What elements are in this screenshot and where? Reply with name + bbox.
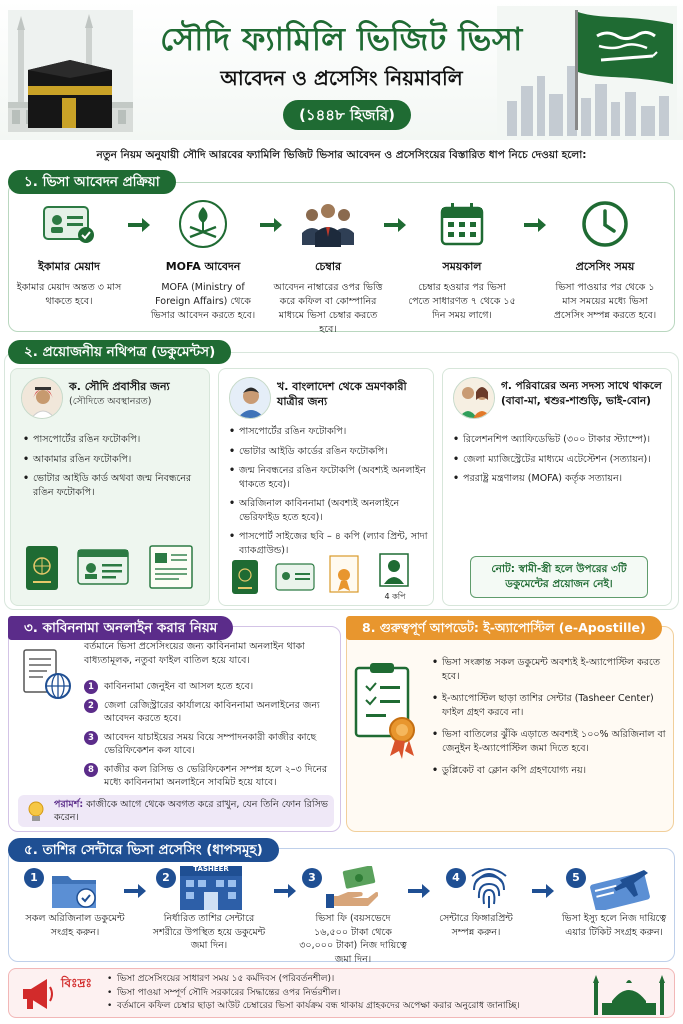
id-card-icon <box>275 563 315 591</box>
section3-title: ৩. কাবিননামা অনলাইন করার নিয়ম <box>8 616 233 640</box>
step-mofa-application <box>148 196 258 323</box>
cash-hand-icon <box>326 866 378 908</box>
card-title: ক. সৌদি প্রবাসীর জন্য <box>69 380 170 393</box>
business-people-icon <box>300 196 356 252</box>
step-processing-time <box>550 196 660 323</box>
megaphone-icon <box>19 977 55 1011</box>
step-number: 2 <box>84 699 98 713</box>
folder-check-icon <box>50 870 100 910</box>
arrow-right-icon <box>274 884 296 898</box>
step-number: 4 <box>446 868 466 888</box>
passport-icon <box>25 545 59 591</box>
list-item <box>84 763 334 790</box>
list-item: • অরিজিনাল কাবিননামা (অবশ্যই অনলাইনে ভেরিফাইড হতে হবে)। <box>227 497 431 524</box>
step-text: আবেদন যাচাইয়ের সময় বিয়ে সম্পাদনকারী কাজীর কাছে ভেরিফিকেশন কল যাবে। <box>104 731 317 756</box>
list-item: • পাসপোর্টের রঙিন ফটোকপি। <box>227 425 431 439</box>
step-duration <box>407 196 517 323</box>
note-box: নোট: স্বামী-স্ত্রী হলে উপরের ৩টি ডকুমেন্টের প্রয়োজন নেই। <box>470 556 648 598</box>
step-title: ইকামার মেয়াদ <box>38 260 100 273</box>
arrow-right-icon <box>384 218 406 232</box>
list-item: • ভিসা পাওয়া সম্পূর্ণ সৌদি সরকারের সিদ্ধান্তের ওপর নির্ভরশীল। <box>107 987 520 1001</box>
step-number: 2 <box>156 868 176 888</box>
document-globe-icon <box>20 648 74 702</box>
doc-list <box>227 425 431 563</box>
list-item: • জেলা ম্যাজিস্ট্রেটের মাধ্যমে এটেস্টেশন (সত্যায়ন)। <box>451 453 667 467</box>
notice-list <box>107 973 520 1014</box>
arrow-right-icon <box>124 884 146 898</box>
section5-title: ৫. তাশির সেন্টারে ভিসা প্রসেসিং (ধাপসমূহ) <box>8 838 279 862</box>
certified-document-icon <box>352 660 424 760</box>
card-heading <box>69 379 209 409</box>
id-card-icon <box>77 549 129 585</box>
list-item: • জন্ম নিবন্ধনের রঙিন ফটোকপি (অবশ্যই অনলাইন থাকতে হবে)। <box>227 464 431 491</box>
tip-label: পরামর্শ: <box>54 799 84 810</box>
photo-copies-label: 4 কপি <box>384 592 406 601</box>
list-item: • পররাষ্ট্র মন্ত্রণালয় (MOFA) কর্তৃক সত্যায়ন। <box>451 472 667 486</box>
passport-icon <box>231 559 259 595</box>
step-text: জেলা রেজিস্ট্রারের কার্যালয়ে কাবিননামা অনলাইনের জন্য আবেদন করতে হবে। <box>104 699 320 724</box>
bottom-notice <box>8 968 675 1018</box>
id-card-check-icon <box>41 196 97 252</box>
section1-title: ১. ভিসা আবেদন প্রক্রিয়া <box>8 170 176 194</box>
step-text: MOFA (Ministry of Foreign Affairs) থেকে ভিসার আবেদন করতে হবে। <box>150 282 256 321</box>
card-heading <box>277 379 429 409</box>
list-item: • ভিসা বাতিলের ঝুঁকি এড়াতে অবশ্যই ১০০% অরিজিনাল বা জেনুইন ই-অ্যাপোস্টিল জমা দিতে হবে। <box>430 728 666 755</box>
step-title: সময়কাল <box>442 260 482 273</box>
card-saudi-expat <box>10 368 210 606</box>
section2-title: ২. প্রয়োজনীয় নথিপত্র (ডকুমেন্টস) <box>8 340 231 364</box>
step-title: চেম্বার <box>314 260 342 273</box>
card-title: গ. পরিবারের অন্য সদস্য সাথে থাকলে (বাবা-মা, শ্বশুর-শাশুড়ি, ভাই-বোন) <box>501 380 662 407</box>
step-text: ভিসা ফি (বয়সভেদে ১৬,৫০০ টাকা থেকে ৩০,০০০ টাকা) নিজ দায়িত্বে জমা দিন। <box>299 913 407 965</box>
lightbulb-icon <box>26 800 46 824</box>
saudi-emblem-icon <box>175 196 231 252</box>
man-avatar <box>229 377 271 419</box>
list-item <box>84 699 334 726</box>
kabinnama-steps <box>84 680 334 795</box>
calendar-icon <box>434 196 490 252</box>
step-text: নির্ধারিত তাশির সেন্টারে সশরীরে উপস্থিত হয়ে ডকুমেন্ট জমা দিন। <box>152 913 266 951</box>
step-title: প্রসেসিং সময় <box>575 260 635 273</box>
step-number: 3 <box>302 868 322 888</box>
card-heading <box>501 379 667 409</box>
step-number: 1 <box>24 868 44 888</box>
step-number: 8 <box>84 763 98 777</box>
header-banner <box>0 0 683 140</box>
step-text: চেম্বার হওয়ার পর ভিসা পেতে সাধারণত ৭ থেকে ১৫ দিন সময় লাগে। <box>408 282 516 321</box>
step-text: কাবিননামা জেনুইন বা আসল হতে হবে। <box>104 681 254 692</box>
step-text: আবেদন নাম্বারের ওপর ভিত্তি করে কফিল বা কোম্পানির মাধ্যমে ভিসা চেম্বার করতে হবে। <box>273 282 383 335</box>
plane-ticket-icon <box>590 864 652 910</box>
list-item: • ভোটার আইডি কার্ডের রঙিন ফটোকপি। <box>227 445 431 459</box>
card-title: খ. বাংলাদেশ থেকে ভ্রমণকারী যাত্রীর জন্য <box>277 380 407 408</box>
step-text: ভিসা পাওয়ার পর থেকে ১ মাস সময়ের মধ্যে ভিসা প্রসেসিং সম্পন্ন করতে হবে। <box>553 282 657 321</box>
fingerprint-icon <box>468 864 510 910</box>
section4-title: 8. গুরুত্বপূর্ণ আপডেট: ই-অ্যাপোস্টিল (e-Apostille) <box>346 616 662 640</box>
arrow-right-icon <box>128 218 150 232</box>
photo-icon <box>379 553 409 587</box>
step-text: ইকামার মেয়াদ অন্তত ৩ মাস থাকতে হবে। <box>16 282 122 307</box>
list-item: • পাসপোর্ট সাইজের ছবি – ৪ কপি (ল্যাব প্রিন্ট, সাদা ব্যাকগ্রাউন্ড)। <box>227 530 431 557</box>
list-item: • ভিসা সংক্রান্ত সকল ডকুমেন্ট অবশ্যই ই-অ্যাপোস্টিল করতে হবে। <box>430 656 666 683</box>
doc-list <box>21 433 205 505</box>
apostille-list <box>430 656 666 784</box>
certificate-icon <box>149 545 193 589</box>
list-item: • পাসপোর্টের রঙিন ফটোকপি। <box>21 433 205 447</box>
intro-text: নতুন নিয়ম অনুযায়ী সৌদি আরবের ফ্যামিলি ভিজিট ভিসার আবেদন ও প্রসেসিংয়ের বিস্তারিত ধাপ নিচে দেওয়া হলো: <box>96 149 587 161</box>
list-item: • ভোটার আইডি কার্ড অথবা জন্ম নিবন্ধনের রঙিন ফটোকপি। <box>21 472 205 499</box>
list-item <box>84 680 334 694</box>
mosque-icon <box>590 973 668 1015</box>
step-iqama-validity <box>14 196 124 309</box>
section3-lead: বর্তমানে ভিসা প্রসেসিংয়ের জন্য কাবিননামা অনলাইন থাকা বাধ্যতামূলক, নতুবা ফাইল বাতিল হয়ে যাবে। <box>84 641 305 666</box>
page-subtitle: আবেদন ও প্রসেসিং নিয়মাবলি <box>220 66 463 90</box>
step-number: 1 <box>84 680 98 694</box>
step-text: কাজীর কল রিসিভ ও ভেরিফিকেশন সম্পন্ন হলে ২–৩ দিনের মধ্যে কাবিননামা অনলাইনে সাবমিট হয়ে যাবে। <box>104 763 328 788</box>
tasheer-sign: TASHEER <box>193 865 229 873</box>
tip-box <box>18 795 334 827</box>
notice-label: বিঃদ্রঃ <box>61 976 92 990</box>
step-text: ভিসা ইস্যু হলে নিজ দায়িত্বে এয়ার টিকিট সংগ্রহ করুন। <box>561 913 667 938</box>
certificate-seal-icon <box>329 555 359 595</box>
step-title: MOFA আবেদন <box>165 260 241 273</box>
clock-icon <box>577 196 633 252</box>
step-chamber <box>273 196 383 337</box>
list-item <box>84 731 334 758</box>
list-item: • ডুপ্লিকেট বা ক্লোন কপি গ্রহণযোগ্য নয়। <box>430 764 666 778</box>
step-number: 5 <box>566 868 586 888</box>
list-item: • ই-অ্যাপোস্টিল ছাড়া তাশির সেন্টার (Tasheer Center) ফাইল গ্রহণ করবে না। <box>430 692 666 719</box>
page-title: সৌদি ফ্যামিলি ভিজিট ভিসা <box>160 20 523 58</box>
card-traveler-bangladesh <box>218 368 434 606</box>
tip-text: কাজীকে আগে থেকে অবগত করে রাখুন, যেন তিনি ফোন রিসিভ করেন। <box>54 799 328 823</box>
list-item: • রিলেশনশিপ অ্যাফিডেভিট (৩০০ টাকার স্ট্যাম্পে)। <box>451 433 667 447</box>
arrow-right-icon <box>524 218 546 232</box>
list-item: • আকামার রঙিন ফটোকপি। <box>21 453 205 467</box>
arrow-right-icon <box>532 884 554 898</box>
step-text: সকল অরিজিনাল ডকুমেন্ট সংগ্রহ করুন। <box>25 913 125 938</box>
list-item: • বর্তমানে কফিল চেম্বার ছাড়া আউট চেম্বারের ভিসা কার্যক্রম বন্ধ থাকায় গ্রাহকদের অপেক্ষা করার অনুরোধ জানাচ্ছি। <box>107 1000 520 1014</box>
doc-list <box>451 433 667 492</box>
year-badge: (১৪৪৮ হিজরি) <box>283 100 411 130</box>
card-subtitle: (সৌদিতে অবস্থানরত) <box>69 396 152 407</box>
list-item: • ভিসা প্রসেসিংয়ের সাধারণ সময় ১৫ কর্মদিবস (পরিবর্তনশীল)। <box>107 973 520 987</box>
arrow-right-icon <box>408 884 430 898</box>
step-text: সেন্টারে ফিঙ্গারপ্রিন্ট সম্পন্ন করুন। <box>439 913 513 938</box>
arab-man-avatar <box>21 377 63 419</box>
step-number: 3 <box>84 731 98 745</box>
family-avatar <box>453 377 495 419</box>
